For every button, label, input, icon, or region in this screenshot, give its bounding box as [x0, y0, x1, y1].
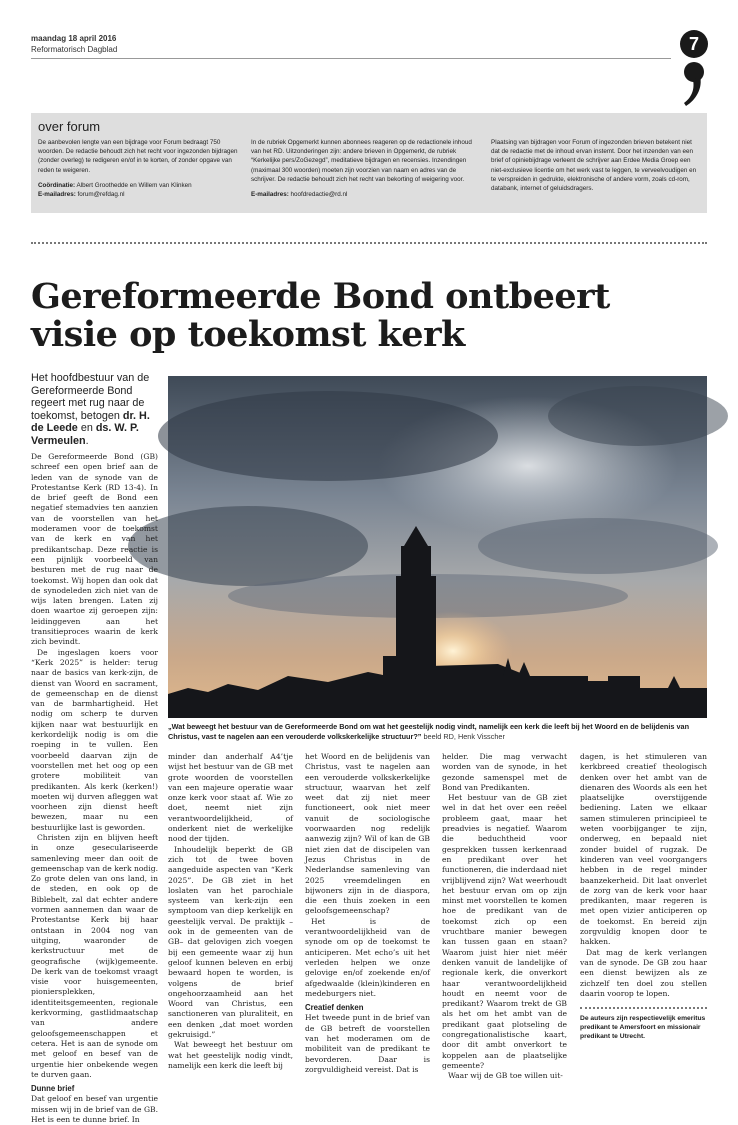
author-2: ds. W. P. Vermeulen: [31, 422, 139, 447]
authors-note: De auteurs zijn respectievelijk emeritus predikant te Amersfoort en missionair predikant te Utrecht.: [580, 1015, 706, 1041]
church-tower-silhouette-image: [168, 376, 707, 718]
forum-col3-text: Plaatsing van bijdragen voor Forum of ingezonden brieven betekent niet dat de redactie met de inhoud ervan instemt. Door het inzenden van een brief of opiniebijdrage verleent de schrijver aan Erdee Media Groep een niet-exclusieve licentie om het werk vast te leggen, te verveelvoudigen en te verspreiden in gedrukte, elektronische of andere vorm, zoals cd-rom, databank, internet of geluidsdragers.: [491, 139, 697, 193]
email-label: E-mailadres:: [251, 191, 289, 199]
forum-email: [38, 190, 238, 199]
page-number-badge: 7: [680, 30, 708, 58]
header-rule: [31, 58, 671, 59]
forum-column-2: [251, 138, 481, 199]
paragraph: Dat geloof en besef van urgentie missen wij in de brief van de GB. Het is een te dunne brief. In: [31, 1094, 159, 1124]
header-date: maandag 18 april 2016: [31, 34, 117, 43]
forum-col1-text: De aanbevolen lengte van een bijdrage voor Forum bedraagt 750 woorden. De redactie behoudt zich het recht voor ingezonden bijdragen (zonder overleg) te redigeren en/of in te korten, of zonder opgave van reden te weigeren.: [38, 139, 238, 174]
coordination-value: Albert Groothedde en Willem van Klinken: [76, 181, 192, 189]
paragraph: Inhoudelijk beperkt de GB zich tot de twee boven aangeduide aspecten van “Kerk 2025”. De GB ziet in het loslaten van het parochiale systeem van kerk-zijn een symptoom van diep kerkelijk en geestelijk verval. De praktijk –ook in de gemeenten van de GB– dat gelovigen zich voegen bij een gemeente waar zij hun geloof kunnen beleven en erbij bewaard hopen te worden, is volgens de brief ongehoorzaamheid aan het Woord van Christus, een sanctioneren van pluraliteit, en een denken „dat moet worden gekruisigd.”: [168, 844, 293, 1040]
editorial-email-link[interactable]: hoofdredactie@rd.nl: [290, 191, 348, 199]
coordination-label: Coördinatie:: [38, 181, 76, 189]
article-photo: [168, 376, 707, 718]
paragraph: het Woord en de belijdenis van Christus, vast te nagelen aan een verouderde volkskerkelijke structuur, waarvan het zelf weet dat zij niet meer functioneert, ook niet meer vanuit de sociologische voorwaarden nog redelijk aanwezig zijn? Wil of kan de GB niet zien dat de discipelen van Jezus Christus in de Nederlandse samenleving van 2025 vreemdelingen en bijwoners zijn in de diaspora, die een thuis zoeken in een geloofsgemeenschap?: [305, 752, 430, 916]
author-1: dr. H. de Leede: [31, 409, 150, 435]
paragraph: De Gereformeerde Bond (GB) schreef een open brief aan de leden van de synode van de Protestantse Kerk (RD 13-4). In de brief geeft de Bond een negatief stemadvies ten aanzien van de voorstellen van het moderamen voor de toekomst van de kerk en van het predikantschap. Deze reactie is een pijnlijk voorbeeld van besturen met de rug naar de toekomst. Wij hopen dan ook dat de synodeleden zich niet van de wijs laten brengen. Laten zij doen waartoe zij geroepen zijn: leidinggeven aan het transitieproces waarin de kerk zich bevindt.: [31, 452, 158, 647]
forum-col2-text: In de rubriek Opgemerkt kunnen abonnees reageren op de redactionele inhoud van het RD. Uitzonderingen zijn: andere brieven in Opgemerkt, de rubriek “Kerkelijke pers/ZoGezegd”, meditatieve bijdragen en recensies. Inzendingen (maximaal 300 woorden) moeten zijn voorzien van naam en adres van de schrijver. De redactie behoudt zich het recht van bekorting of weigering voor.: [251, 139, 472, 183]
photo-credit: beeld RD, Henk Visscher: [423, 732, 505, 741]
header-paper-name: Reformatorisch Dagblad: [31, 45, 118, 54]
photo-caption: [168, 722, 707, 742]
paragraph: minder dan anderhalf A4’tje wijst het bestuur van de GB met grote woorden de voorstellen van een majeure operatie waar onze kerk voor staat af. Wie zo doet, neemt niet zijn verantwoordelijkheid, of onderkent niet de werkelijke nood der tijden.: [168, 752, 293, 844]
intro-end: .: [85, 434, 89, 447]
paragraph: Wat beweegt het bestuur om wat het geestelijk nodig vindt, namelijk een kerk die leeft bij: [168, 1040, 293, 1070]
article-column-5: [580, 752, 707, 1052]
paragraph: Waar wij de GB toe willen uit-: [448, 1071, 563, 1081]
intro-and: en: [80, 422, 93, 435]
article-column-1: [31, 452, 159, 1124]
section-divider: [31, 242, 707, 244]
email-label: E-mailadres:: [38, 191, 76, 199]
caption-text: „Wat beweegt het bestuur van de Gereformeerde Bond om wat het geestelijk nodig vindt, namelijk een kerk die leeft bij het Woord en de belijdenis van Christus, vast te nagelen aan een verouderde volkskerkelijke structuur?”: [168, 722, 690, 741]
paragraph: Het tweede punt in de brief van de GB betreft de voorstellen van het moderamen om de mobiliteit van de predikant te bevorderen. Daar is zorgvuldigheid vereist. Dat is: [305, 1013, 430, 1074]
intro-text: Het hoofdbestuur van de Gereformeerde Bond regeert met rug naar de toekomst, betogen: [31, 372, 150, 422]
article-intro: [31, 372, 158, 448]
article-column-4: [442, 752, 567, 1081]
article-headline: Gereformeerde Bond ontbeert visie op toekomst kerk: [31, 276, 610, 355]
paragraph: dagen, is het stimuleren van kerkbreed creatief theologisch denken over het ambt van de dienaren des Woords als een het plaatselijke overstijgende bediening. Laten we elkaar samen stimuleren principieel te weten voorbijganger te zijn, onderweg, en bepaald niet zonder buidel of rugzak. De kinderen van veel voorgangers hebben in de regel minder baanzekerheid. Dit laat onverlet de zorg van de kerk voor haar predikanten, maar regeren is met open vizier anticiperen op de toekomst. En bereid zijn zorgvuldig knopen door te hakken.: [580, 752, 707, 947]
forum-column-1: [38, 138, 238, 199]
paragraph: Dat mag de kerk verlangen van de synode. De GB zou haar een dienst bewijzen als ze zichzelf ten doel zou stellen daarin voorop te lopen.: [580, 947, 707, 998]
paragraph: Het bestuur van de GB ziet wel in dat het over een reëel probleem gaat, maar het preadvies is negatief. Waarom die beduchtheid voor gesprekken tussen kerkenraad en predikant over het functioneren, die inderdaad niet vrijblijvend zijn? Wat weerhoudt het bestuur ervan om op zijn minst met voorstellen te komen hoe de predikant van de toekomst zich op een vruchtbare manier bewegen kan tussen gaan en staan? Waarom juist hier niet méér denken vanuit de landelijke of regionale kerk, die onverkort haar verantwoordelijkheid houdt en neemt voor de predikant? Waarom trekt de GB als het om het ambt van de predikant gaat plotseling de congregationalistische kaart, door dit ambt onverkort te koppelen aan de plaatselijke gemeente?: [442, 793, 567, 1070]
paragraph: Christen zijn en blijven heeft in onze geseculariseerde samenleving meer dan ooit de gemeenschap van de kerk nodig. Zo grote delen van ons land, in de steden, en ook op de Biblebelt, zal dat echter andere vormen aannemen dan waar de Protestantse Kerk bij haar ontstaan in 2004 nog van uitging, waaronder de kerkstructuur met de geografische (wijk)gemeente. De kerk van de toekomst vraagt visie voor huisgemeenten, pioniersplekken, identiteitsgemeenten, regionale kerkvorming, gastlidmaatschap van andere geloofsgemeenschappen et cetera. Het is aan de synode om met geloof en besef van de urgentie hier onbekende wegen te durven gaan.: [31, 832, 158, 1079]
paragraph: De ingeslagen koers voor “Kerk 2025” is helder: terug naar de basics van kerk-zijn, de dienst van Woord en sacrament, de gemeenschap en de dienst van de barmhartigheid. Het nodig om scherp te durven kijken naar wat bestuurlijk en kerkordelijk nodig is om die roeping in te vullen. Een voorbeeld daarvan zijn de voorstellen met het oog op een grotere mobiliteit van predikanten. Als kerk (kerken!) moeten wij durven afleggen wat voorheen zijn dienst heeft bewezen, maar nu een bestuurlijke last is geworden.: [31, 647, 158, 832]
subheading-dunne-brief: Dunne brief: [31, 1084, 75, 1094]
paragraph: helder. Die mag verwacht worden van de synode, in het gezonde samenspel met de Bond van Predikanten.: [442, 752, 567, 792]
forum-info-box: [31, 113, 707, 213]
forum-coordination: [38, 181, 238, 190]
forum-col2-email: [251, 190, 481, 199]
forum-email-link[interactable]: forum@refdag.nl: [77, 191, 125, 199]
comma-logo-icon: [682, 60, 706, 108]
forum-column-3: [491, 138, 701, 193]
forum-title: over forum: [38, 119, 101, 134]
article-column-2: [168, 752, 293, 1070]
article-column-3: [305, 752, 430, 1074]
authors-divider: [580, 1007, 707, 1009]
paragraph: Het is de verantwoordelijkheid van de synode om op de toekomst te anticiperen. Met echo’s uit het verleden helpen we onze gelovige en/of zoekende en/of afgedwaalde (klein)kinderen en medeburgers niet.: [305, 916, 430, 998]
subheading-creatief-denken: Creatief denken: [305, 1003, 364, 1013]
